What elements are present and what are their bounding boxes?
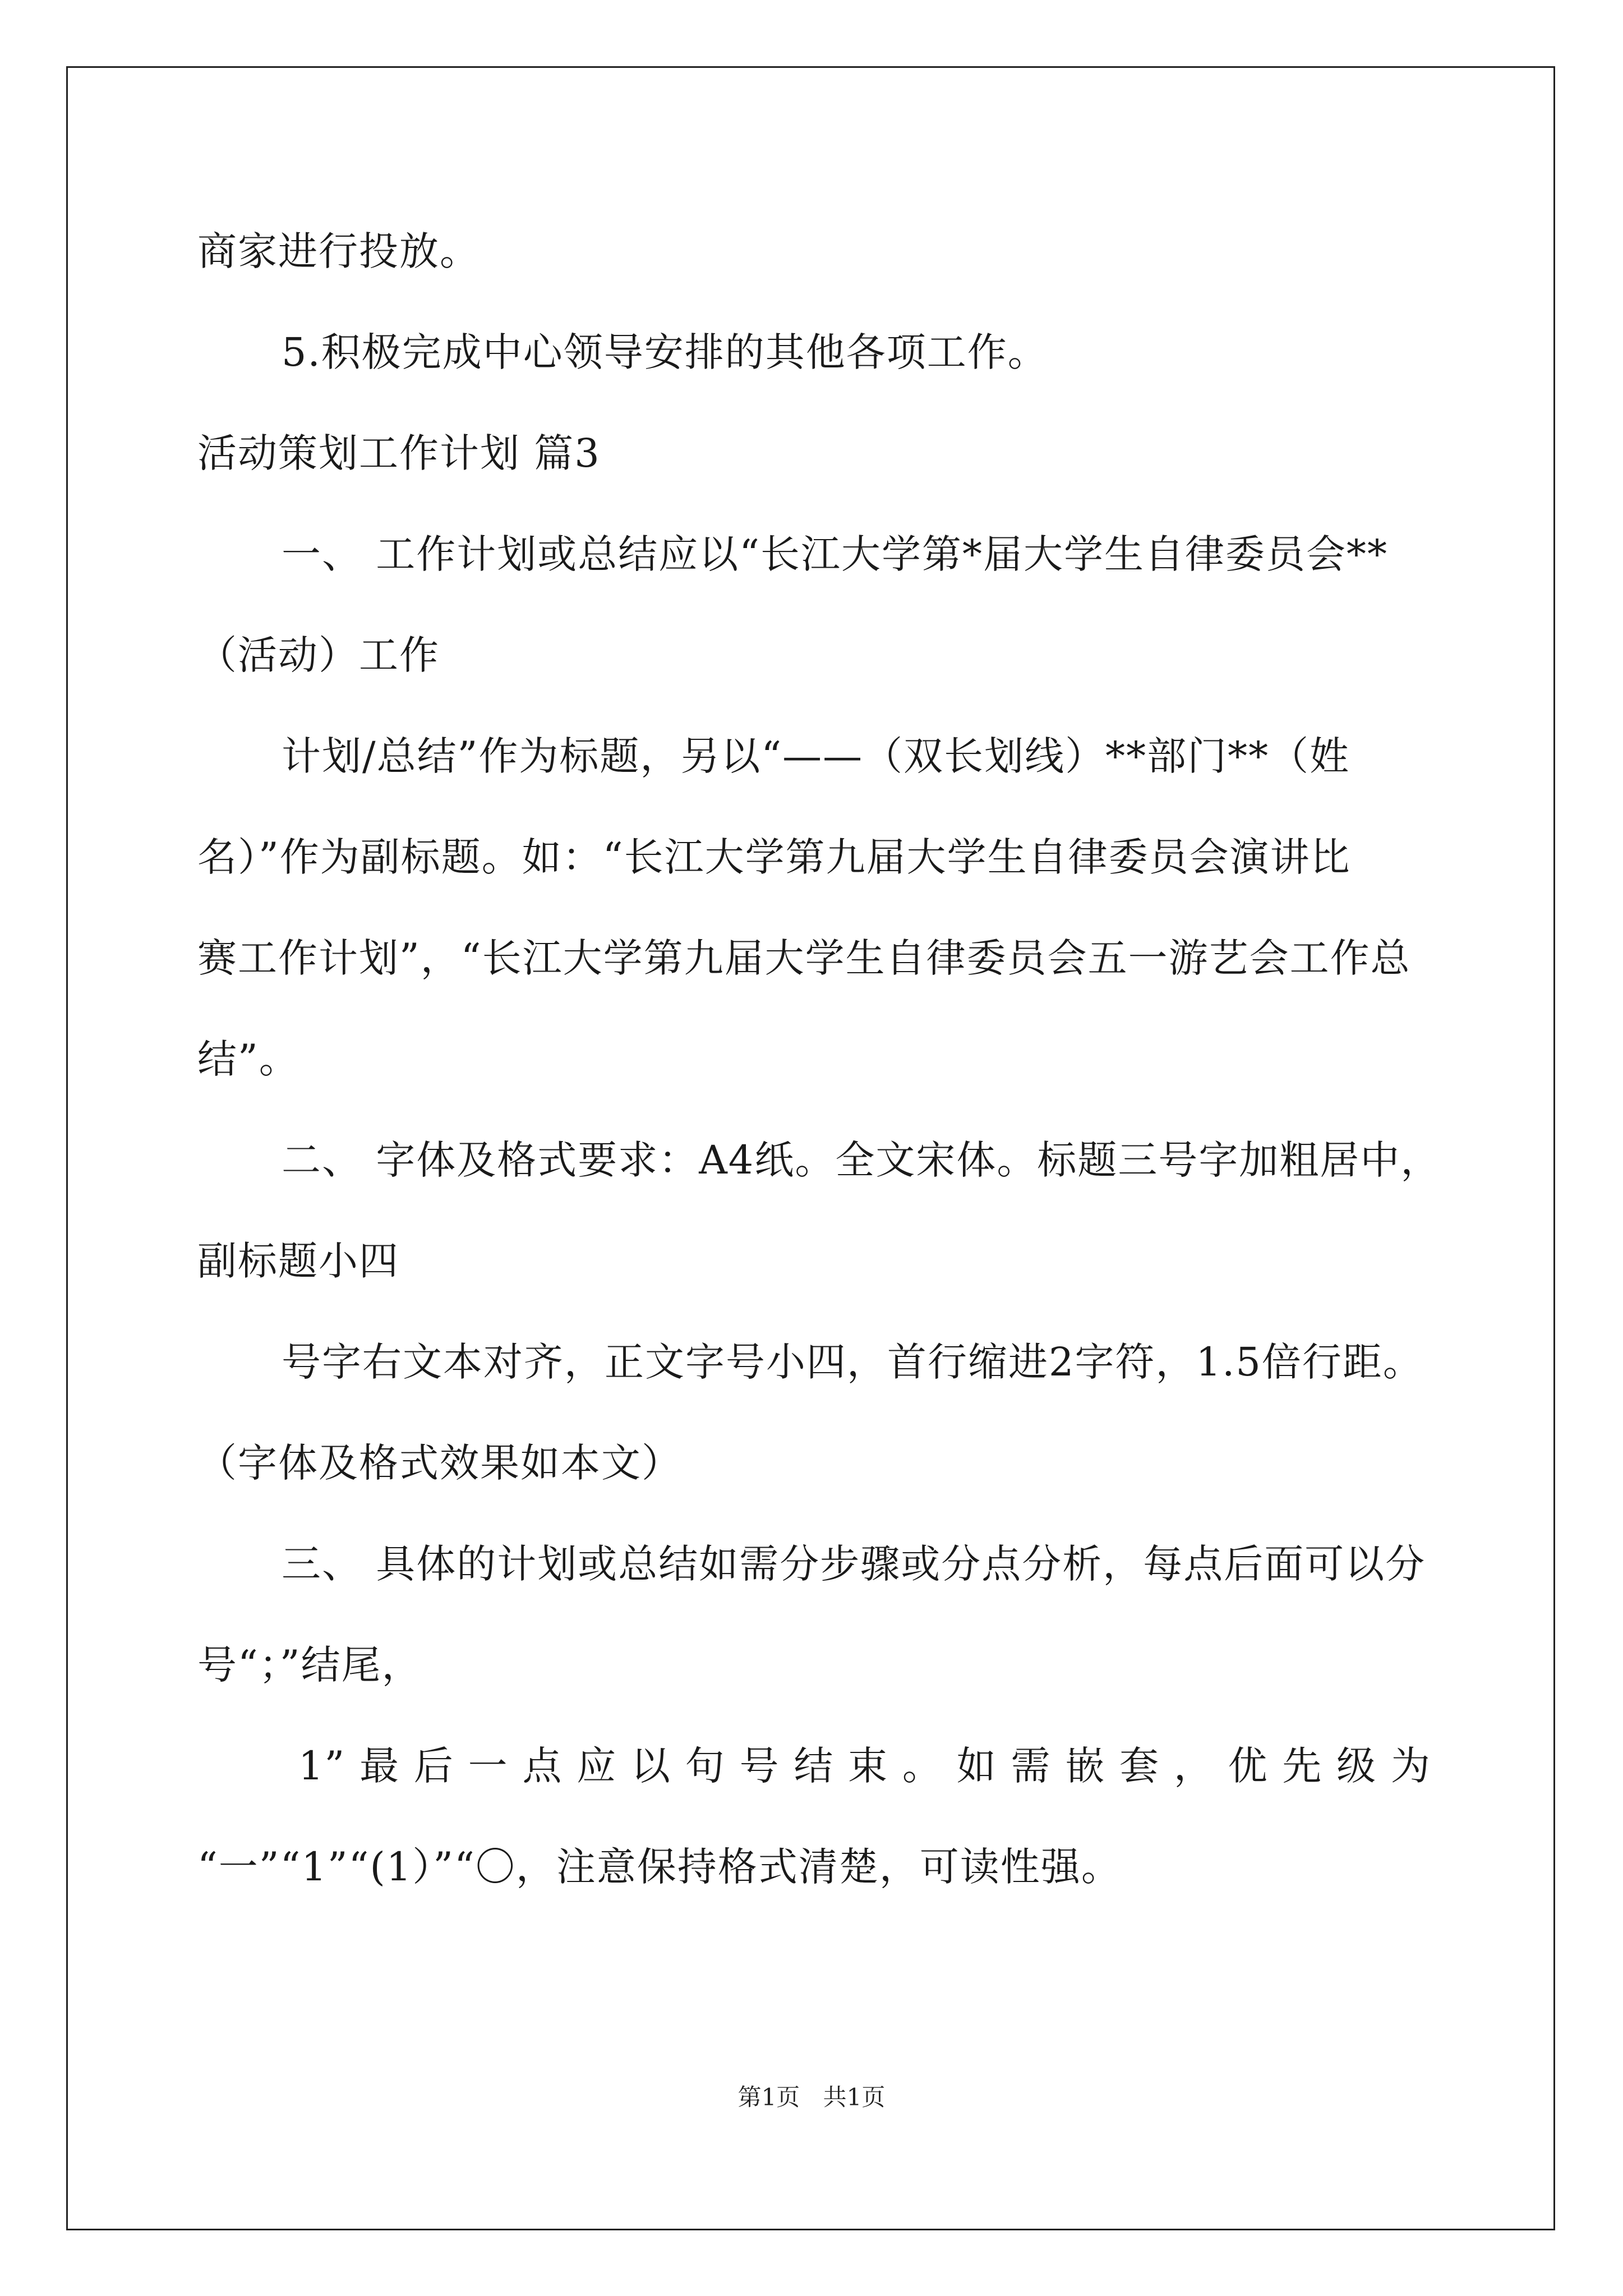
text-token: 级 <box>1336 1743 1377 1789</box>
justified-text-line <box>197 1741 1431 1791</box>
text-token: 最 <box>359 1743 400 1789</box>
text-token: 结 <box>794 1743 834 1789</box>
text-token: ， <box>1173 1743 1214 1789</box>
text-line-point-3: 三、 具体的计划或总结如需分步骤或分点分析，每点后面可以分 <box>282 1541 1426 1587</box>
page-total: 共1页 <box>823 2083 886 2111</box>
text-token: 句 <box>685 1743 726 1789</box>
text-line-item-5: 5.积极完成中心领导安排的其他各项工作。 <box>282 329 1048 375</box>
text-line: （活动）工作 <box>197 632 440 678</box>
text-token: 。 <box>902 1743 943 1789</box>
text-token: 为 <box>1390 1743 1431 1789</box>
text-token: 先 <box>1282 1743 1323 1789</box>
text-line: 计划/总结”作为标题，另以“——（双长划线）**部门**（姓 <box>282 733 1350 779</box>
text-token: 需 <box>1011 1743 1052 1789</box>
text-token: 优 <box>1228 1743 1269 1789</box>
text-line: 结”。 <box>197 1036 299 1082</box>
text-token: 号 <box>739 1743 780 1789</box>
text-token: 束 <box>848 1743 889 1789</box>
text-line-continuation: 商家进行投放。 <box>197 228 480 274</box>
text-line: 号“；”结尾， <box>197 1642 422 1688</box>
text-line: 号字右文本对齐，正文字号小四，首行缩进2字符，1.5倍行距。 <box>282 1339 1423 1385</box>
text-token: 以 <box>631 1743 672 1789</box>
text-token: 如 <box>956 1743 997 1789</box>
section-heading: 活动策划工作计划 篇3 <box>197 430 601 476</box>
text-token: 应 <box>577 1743 617 1789</box>
text-token: 点 <box>522 1743 563 1789</box>
text-line: “一”“1”“(1）”“〇，注意保持格式清楚，可读性强。 <box>197 1844 1122 1890</box>
text-line: 名）”作为副标题。如：“长江大学第九届大学生自律委员会演讲比 <box>197 834 1351 880</box>
page-footer <box>0 2081 1623 2114</box>
text-line-point-2: 二、 字体及格式要求：A4纸。全文宋体。标题三号字加粗居中， <box>282 1137 1441 1183</box>
page-number: 第1页 <box>737 2083 800 2111</box>
text-line: 赛工作计划”，“长江大学第九届大学生自律委员会五一游艺会工作总 <box>197 935 1411 981</box>
text-token: 1” <box>298 1743 346 1789</box>
text-line-point-1: 一、 工作计划或总结应以“长江大学第*届大学生自律委员会** <box>282 531 1389 577</box>
text-token: 后 <box>413 1743 454 1789</box>
text-token: 套 <box>1119 1743 1160 1789</box>
text-token: 一 <box>468 1743 509 1789</box>
text-line: （字体及格式效果如本文） <box>197 1440 682 1486</box>
text-token: 嵌 <box>1065 1743 1106 1789</box>
text-line: 副标题小四 <box>197 1238 399 1284</box>
